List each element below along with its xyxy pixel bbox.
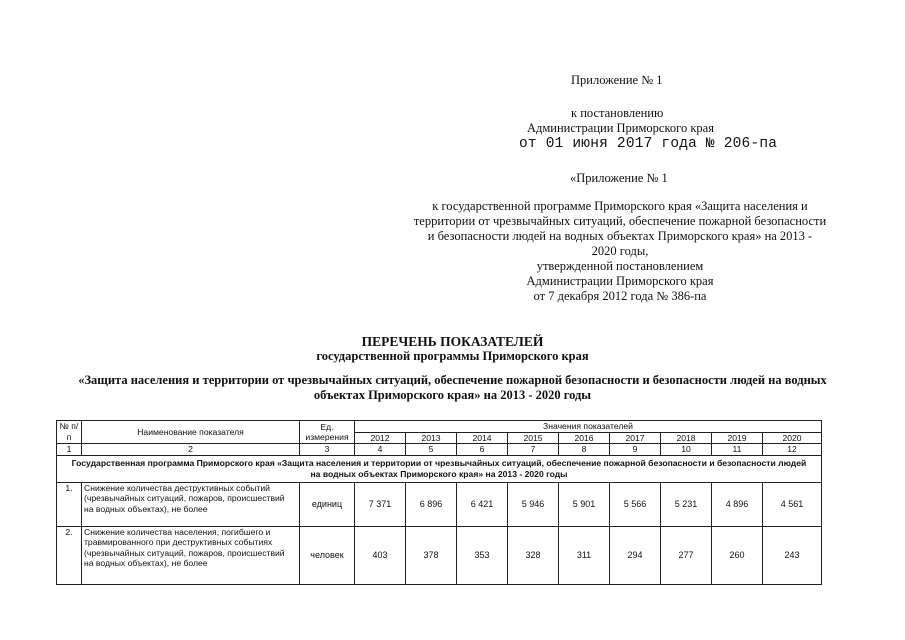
row-value: 403 xyxy=(355,526,406,584)
row-value: 5 231 xyxy=(661,482,712,526)
year-cell: 2015 xyxy=(508,432,559,444)
year-cell: 2016 xyxy=(559,432,610,444)
row-name-line: (чрезвычайных ситуаций, пожаров, происшествий xyxy=(84,547,285,558)
row-unit: человек xyxy=(300,526,355,584)
col-header-unit-line-2: измерения xyxy=(305,432,349,442)
approved-line-1: утвержденной постановлением xyxy=(536,259,704,273)
row-value: 4 896 xyxy=(712,482,763,526)
row-value: 5 566 xyxy=(610,482,661,526)
row-value: 5 946 xyxy=(508,482,559,526)
col-header-unit xyxy=(300,421,355,444)
resolution-date: от 01 июня 2017 года № 206-па xyxy=(519,136,778,152)
index-cell: 6 xyxy=(457,444,508,456)
index-cell: 2 xyxy=(82,444,300,456)
row-name xyxy=(82,482,300,526)
row-value: 328 xyxy=(508,526,559,584)
to-resolution-label: к постановлению xyxy=(571,106,664,120)
row-name-line: Снижение количества деструктивных событий xyxy=(84,482,270,493)
row-name xyxy=(82,526,300,584)
row-value: 277 xyxy=(661,526,712,584)
appendix-label: Приложение № 1 xyxy=(571,73,663,87)
index-cell: 1 xyxy=(57,444,82,456)
row-value: 7 371 xyxy=(355,482,406,526)
row-name-line: Снижение количества населения, погибшего и xyxy=(84,526,271,537)
index-cell: 12 xyxy=(763,444,822,456)
approved-line-3: от 7 декабря 2012 года № 386-па xyxy=(533,289,707,303)
year-cell: 2013 xyxy=(406,432,457,444)
appendix-quote-label: «Приложение № 1 xyxy=(570,171,668,185)
year-cell: 2019 xyxy=(712,432,763,444)
row-unit: единиц xyxy=(300,482,355,526)
index-cell: 5 xyxy=(406,444,457,456)
administration-label: Администрации Приморского края xyxy=(527,121,714,135)
index-cell: 8 xyxy=(559,444,610,456)
program-name-line-1: «Защита населения и территории от чрезвычайных ситуаций, обеспечение пожарной безопасности и безопасности людей на водных xyxy=(78,373,827,387)
row-name-line: травмированного при деструктивных событиях xyxy=(84,537,273,547)
row-value: 243 xyxy=(763,526,822,584)
list-subtitle: государственной программы Приморского края xyxy=(316,349,589,363)
indicators-table xyxy=(56,420,822,585)
year-cell: 2017 xyxy=(610,432,661,444)
row-value: 311 xyxy=(559,526,610,584)
col-header-unit-line-1: Ед. xyxy=(320,421,334,432)
col-header-name: Наименование показателя xyxy=(82,421,300,444)
index-cell: 9 xyxy=(610,444,661,456)
approved-line-2: Администрации Приморского края xyxy=(526,274,714,288)
index-cell: 11 xyxy=(712,444,763,456)
program-line-2: территории от чрезвычайных ситуаций, обеспечение пожарной безопасности xyxy=(413,214,827,228)
row-value: 294 xyxy=(610,526,661,584)
year-cell: 2018 xyxy=(661,432,712,444)
row-value: 6 896 xyxy=(406,482,457,526)
row-name-line: (чрезвычайных ситуаций, пожаров, происшествий xyxy=(84,493,285,503)
row-num: 1. xyxy=(57,482,82,526)
program-row xyxy=(57,455,822,482)
list-title: ПЕРЕЧЕНЬ ПОКАЗАТЕЛЕЙ xyxy=(361,334,544,349)
program-line-4: 2020 годы, xyxy=(591,244,649,258)
row-value: 260 xyxy=(712,526,763,584)
program-line-3: и безопасности людей на водных объектах Приморского края» на 2013 - xyxy=(427,229,813,243)
row-value: 378 xyxy=(406,526,457,584)
year-cell: 2020 xyxy=(763,432,822,444)
index-cell: 4 xyxy=(355,444,406,456)
program-row-line-1: Государственная программа Приморского края «Защита населения и территории от чрезвычайных ситуаций, обеспечение пожарной безопасности и безопасности людей xyxy=(71,457,807,468)
row-name-line: на водных объектах), не более xyxy=(84,558,208,568)
col-header-num: № п/п xyxy=(57,421,82,444)
row-num: 2. xyxy=(57,526,82,584)
table-row xyxy=(57,482,822,526)
column-index-row xyxy=(57,444,822,456)
program-cell xyxy=(57,455,822,482)
row-value: 5 901 xyxy=(559,482,610,526)
row-name-line: на водных объектах), не более xyxy=(84,503,208,514)
index-cell: 7 xyxy=(508,444,559,456)
row-value: 6 421 xyxy=(457,482,508,526)
col-header-values: Значения показателей xyxy=(355,421,822,433)
row-value: 4 561 xyxy=(763,482,822,526)
row-value: 353 xyxy=(457,526,508,584)
program-name-line-2: объектах Приморского края» на 2013 - 2020 годы xyxy=(313,388,592,402)
year-cell: 2014 xyxy=(457,432,508,444)
table-row xyxy=(57,526,822,584)
year-cell: 2012 xyxy=(355,432,406,444)
index-cell: 10 xyxy=(661,444,712,456)
index-cell: 3 xyxy=(300,444,355,456)
header-row xyxy=(57,421,822,433)
program-row-line-2: на водных объектах Приморского края» на 2013 - 2020 годы xyxy=(310,468,568,479)
program-line-1: к государственной программе Приморского края «Защита населения и xyxy=(432,199,808,213)
